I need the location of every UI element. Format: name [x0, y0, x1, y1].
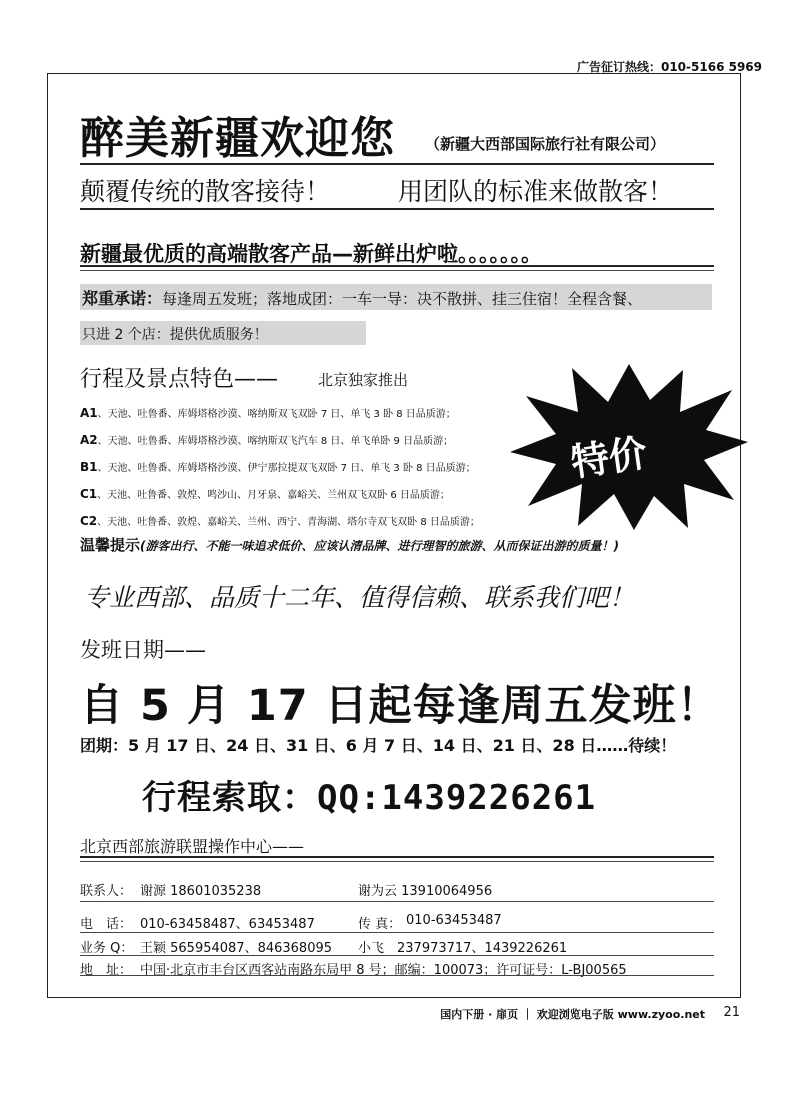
alliance-name: 北京西部旅游联盟操作中心——	[80, 837, 305, 856]
contact-person-1: 谢源 18601035238	[140, 884, 262, 899]
divider-title	[80, 163, 714, 165]
route-text: 、天池、吐鲁番、库姆塔格沙漠、伊宁那拉提双飞双卧 7 日、单飞 3 卧 8 日品质游；	[97, 463, 476, 474]
promise-label: 郑重承诺：	[82, 289, 163, 308]
route-text: 、天池、吐鲁番、敦煌、嘉峪关、兰州、西宁、青海湖、塔尔寺双飞双卧 8 日品质游；	[97, 517, 480, 528]
divider-headline-2	[80, 270, 714, 271]
divider-business	[80, 955, 714, 956]
promise-text-2: 只进 2 个店：提供优质服务！	[82, 327, 268, 343]
contact-person-2: 谢为云 13910064956	[358, 884, 493, 899]
route-item	[80, 486, 450, 501]
route-code: A2	[80, 433, 98, 447]
address-text: 中国·北京市丰台区西客站南路东局甲 8 号；邮编：100073；许可证号：L-BJ00565	[140, 963, 627, 978]
promise-text: 每逢周五发班；落地成团：一车一导：决不散拼、挂三住宿！全程含餐、	[162, 290, 643, 308]
ad-hotline: 广告征订热线：010-5166 5969	[576, 60, 762, 74]
divider-address	[80, 975, 714, 976]
departure-date-label: 发班日期——	[80, 638, 206, 662]
business-qq-2: 小飞 237973717、1439226261	[358, 941, 568, 956]
features-title: 行程及景点特色——	[80, 367, 279, 392]
tip-text: (游客出行、不能一味追求低价、应该认清品牌、进行理智的旅游、从而保证出游的质量！)	[140, 539, 619, 553]
promise-line	[82, 286, 642, 309]
fax-number: 010-63453487	[406, 913, 502, 928]
route-code: A1	[80, 406, 98, 420]
company-name: （新疆大西部国际旅行社有限公司）	[425, 135, 666, 153]
features-subtitle: 北京独家推出	[318, 371, 409, 389]
route-text: 、天池、吐鲁番、库姆塔格沙漠、喀纳斯双飞汽车 8 日、单飞单卧 9 日品质游；	[97, 436, 454, 447]
route-text: 、天池、吐鲁番、敦煌、鸣沙山、月牙泉、嘉峪关、兰州双飞双卧 6 日品质游；	[97, 490, 450, 501]
main-title: 醉美新疆欢迎您	[80, 113, 395, 164]
divider-alliance	[80, 856, 714, 858]
page-number: 21	[723, 1005, 740, 1020]
route-code: C2	[80, 514, 98, 528]
special-price-starburst	[508, 360, 750, 532]
contact-label: 联系人：	[80, 884, 133, 899]
phone-number: 010-63458487、63453487	[140, 917, 315, 932]
route-item	[80, 405, 456, 420]
headline: 新疆最优质的高端散客产品—新鲜出炉啦。。。。。。。	[80, 242, 542, 266]
address-label: 地 址：	[80, 963, 133, 978]
divider-slogan	[80, 208, 714, 210]
route-item	[80, 459, 476, 474]
route-item	[80, 513, 480, 528]
divider-alliance-2	[80, 861, 714, 862]
divider-phone	[80, 932, 714, 933]
route-text: 、天池、吐鲁番、库姆塔格沙漠、喀纳斯双飞双卧 7 日、单飞 3 卧 8 日品质游；	[97, 409, 456, 420]
route-item	[80, 432, 453, 447]
motto: 专业西部、品质十二年、值得信赖、联系我们吧！	[84, 583, 635, 612]
tip-line	[80, 534, 619, 555]
route-code: C1	[80, 487, 98, 501]
divider-headline	[80, 265, 714, 267]
special-price-label: 特价	[568, 430, 650, 485]
tip-label: 温馨提示	[80, 536, 141, 554]
divider-contact	[80, 901, 714, 902]
business-qq-1: 王颖 565954087、846368095	[140, 941, 333, 956]
route-code: B1	[80, 460, 98, 474]
itinerary-request	[142, 770, 596, 819]
group-dates: 团期：5 月 17 日、24 日、31 日、6 月 7 日、14 日、21 日、28 日……待续！	[80, 736, 677, 755]
page-footer: 国内下册 · 扉页 ｜ 欢迎浏览电子版 www.zyoo.net	[440, 1008, 705, 1021]
qq-number: QQ:1439226261	[317, 778, 597, 818]
departure-date-headline: 自 5 月 17 日起每逢周五发班！	[80, 681, 721, 731]
slogan-left: 颠覆传统的散客接待！	[80, 177, 331, 206]
fax-label: 传 真：	[358, 917, 402, 932]
slogan-right: 用团队的标准来做散客！	[398, 177, 674, 206]
phone-label: 电 话：	[80, 917, 133, 932]
qq-label: 行程索取：	[142, 778, 317, 818]
business-label: 业务 Q：	[80, 941, 134, 956]
